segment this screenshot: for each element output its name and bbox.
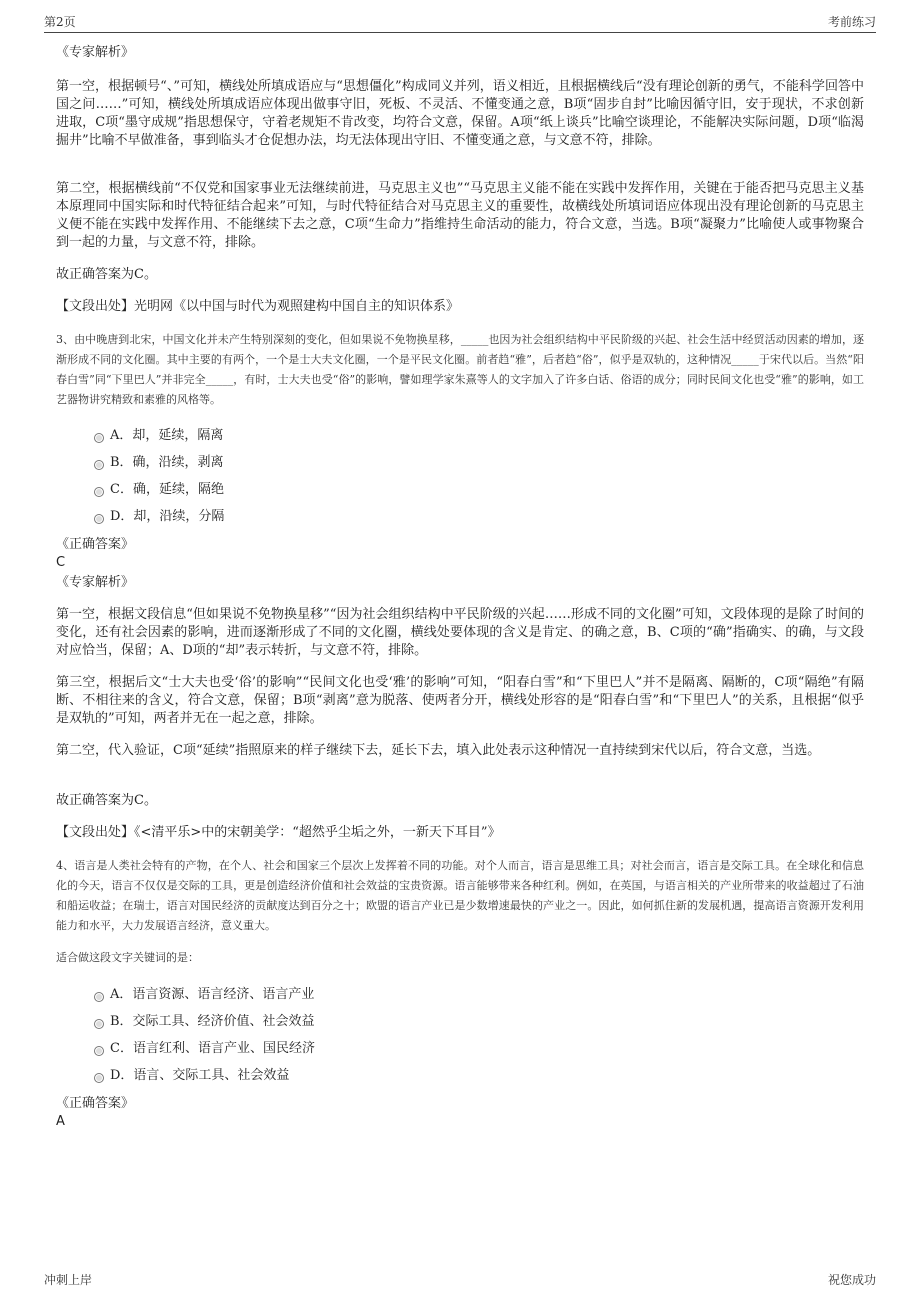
- q3-stem: 3、由中晚唐到北宋，中国文化并未产生特别深刻的变化，但如果说不免物换星移，_____也因为社会组织结构中平民阶级的兴起、社会生活中经贸活动因素的增加，逐渐形成不同的文化圈。其中主要的有两个，一个是士大夫文化圈，一个是平民文化圈。前者趋“雅”，后者趋“俗”，似乎是双轨的，这种情况_____于宋代以后。当然“阳春白雪”同“下里巴人”并非完全_____，有时，士大夫也受“俗”的影响，譬如理学家朱熹等人的文字加入了许多白话、俗语的成分；同时民间文化也受“雅”的影响，如工艺器物讲究精致和素雅的风格等。: [56, 333, 864, 406]
- q2-source: 【文段出处】光明网《以中国与时代为观照建构中国自主的知识体系》: [56, 299, 460, 314]
- q4-answer: A: [56, 1114, 65, 1129]
- q2-analysis-para1: 第一空，根据顿号“、”可知，横线处所填成语应与“思想僵化”构成同义并列，语义相近，且根据横线后“没有理论创新的勇气，不能科学回答中国之问……”可知，横线处所填成语应体现出做事守旧，死板、不灵活、不懂变通之意，B项“固步自封”比喻因循守旧，安于现状，不求创新进取，C项“墨守成规”指思想保守，守着老规矩不肯改变，均符合文意，保留。A项“纸上谈兵”比喻空谈理论，不能解决实际问题，D项“临渴掘井”比喻不早做准备，事到临头才仓促想办法，均无法体现出守旧、不懂变通之意，与文意不符，排除。: [56, 79, 864, 148]
- q3-option-b[interactable]: B．确，沿续，剥离: [94, 454, 224, 472]
- q3-option-a[interactable]: A．却，延续，隔离: [94, 427, 223, 445]
- q3-analysis-para3: 第二空，代入验证，C项“延续”指照原来的样子继续下去，延长下去，填入此处表示这种情况一直持续到宋代以后，符合文意，当选。: [56, 743, 821, 758]
- q3-analysis-para1: 第一空，根据文段信息“但如果说不免物换星移”“因为社会组织结构中平民阶级的兴起……形成不同的文化圈”可知，文段体现的是除了时间的变化，还有社会因素的影响，进而逐渐形成了不同的文化圈，横线处要体现的含义是肯定、的确之意，B、C项的“确”指确实、的确，与文段对应恰当，保留；A、D项的“却”表示转折，与文意不符，排除。: [56, 607, 864, 658]
- q4-option-b[interactable]: B．交际工具、经济价值、社会效益: [94, 1013, 315, 1031]
- q4-option-a[interactable]: A．语言资源、语言经济、语言产业: [94, 986, 314, 1004]
- header-title: 考前练习: [827, 14, 876, 29]
- radio-icon[interactable]: [94, 514, 104, 524]
- q4-stem: 4、语言是人类社会特有的产物，在个人、社会和国家三个层次上发挥着不同的功能。对个人而言，语言是思维工具；对社会而言，语言是交际工具。在全球化和信息化的今天，语言不仅仅是交际的工具，更是创造经济价值和社会效益的宝贵资源。语言能够带来各种红利。例如，在英国，与语言相关的产业所带来的收益超过了石油和船运收益；在瑞士，语言对国民经济的贡献度达到百分之十；欧盟的语言产业已是少数增速最快的产业之一。因此，如何抓住新的发展机遇，提高语言资源开发利用能力和水平，大力发展语言经济，意义重大。: [56, 859, 864, 932]
- q4-answer-heading: 《正确答案》: [56, 1096, 135, 1111]
- radio-icon[interactable]: [94, 992, 104, 1002]
- q3-answer-heading: 《正确答案》: [56, 537, 135, 552]
- q2-conclusion: 故正确答案为C。: [56, 267, 157, 282]
- q3-option-d[interactable]: D．却，沿续，分隔: [94, 508, 224, 526]
- q2-analysis-heading: 《专家解析》: [56, 45, 135, 60]
- page-footer: [44, 1268, 876, 1290]
- radio-icon[interactable]: [94, 487, 104, 497]
- q4-option-c[interactable]: C．语言红利、语言产业、国民经济: [94, 1040, 315, 1058]
- page-header: [44, 10, 876, 33]
- footer-right: 祝您成功: [827, 1272, 876, 1287]
- q3-option-c[interactable]: C．确，延续，隔绝: [94, 481, 224, 499]
- radio-icon[interactable]: [94, 1073, 104, 1083]
- q4-option-d[interactable]: D．语言、交际工具、社会效益: [94, 1067, 289, 1085]
- radio-icon[interactable]: [94, 1046, 104, 1056]
- radio-icon[interactable]: [94, 1019, 104, 1029]
- page-number: 第2页: [44, 14, 76, 29]
- q2-analysis-para2: 第二空，根据横线前“不仅党和国家事业无法继续前进，马克思主义也”“马克思主义能不能在实践中发挥作用，关键在于能否把马克思主义基本原理同中国实际和时代特征结合起来”可知，与时代特征结合对马克思主义的重要性，故横线处所填词语应体现出没有理论创新的马克思主义便不能在实践中发挥作用、不能继续下去之意，C项“生命力”指维持生命活动的能力，符合文意，当选。B项“凝聚力”比喻使人或事物聚合到一起的力量，与文意不符，排除。: [56, 181, 864, 250]
- q3-conclusion: 故正确答案为C。: [56, 793, 157, 808]
- q3-answer: C: [56, 555, 66, 570]
- footer-left: 冲刺上岸: [44, 1272, 93, 1287]
- q4-question: 适合做这段文字关键词的是：: [56, 951, 199, 964]
- q3-analysis-heading: 《专家解析》: [56, 575, 135, 590]
- q3-analysis-para2: 第三空，根据后文“士大夫也受‘俗’的影响”“民间文化也受‘雅’的影响”可知，“阳春白雪”和“下里巴人”并不是隔离、隔断的，C项“隔绝”有隔断、不相往来的含义，符合文意，保留；B项“剥离”意为脱落、使两者分开，横线处形容的是“阳春白雪”和“下里巴人”的关系，且根据“似乎是双轨的”可知，两者并无在一起之意，排除。: [56, 675, 864, 726]
- radio-icon[interactable]: [94, 433, 104, 443]
- radio-icon[interactable]: [94, 460, 104, 470]
- q3-source: 【文段出处】《<清平乐>中的宋朝美学：“超然乎尘垢之外，一新天下耳目”》: [56, 825, 501, 840]
